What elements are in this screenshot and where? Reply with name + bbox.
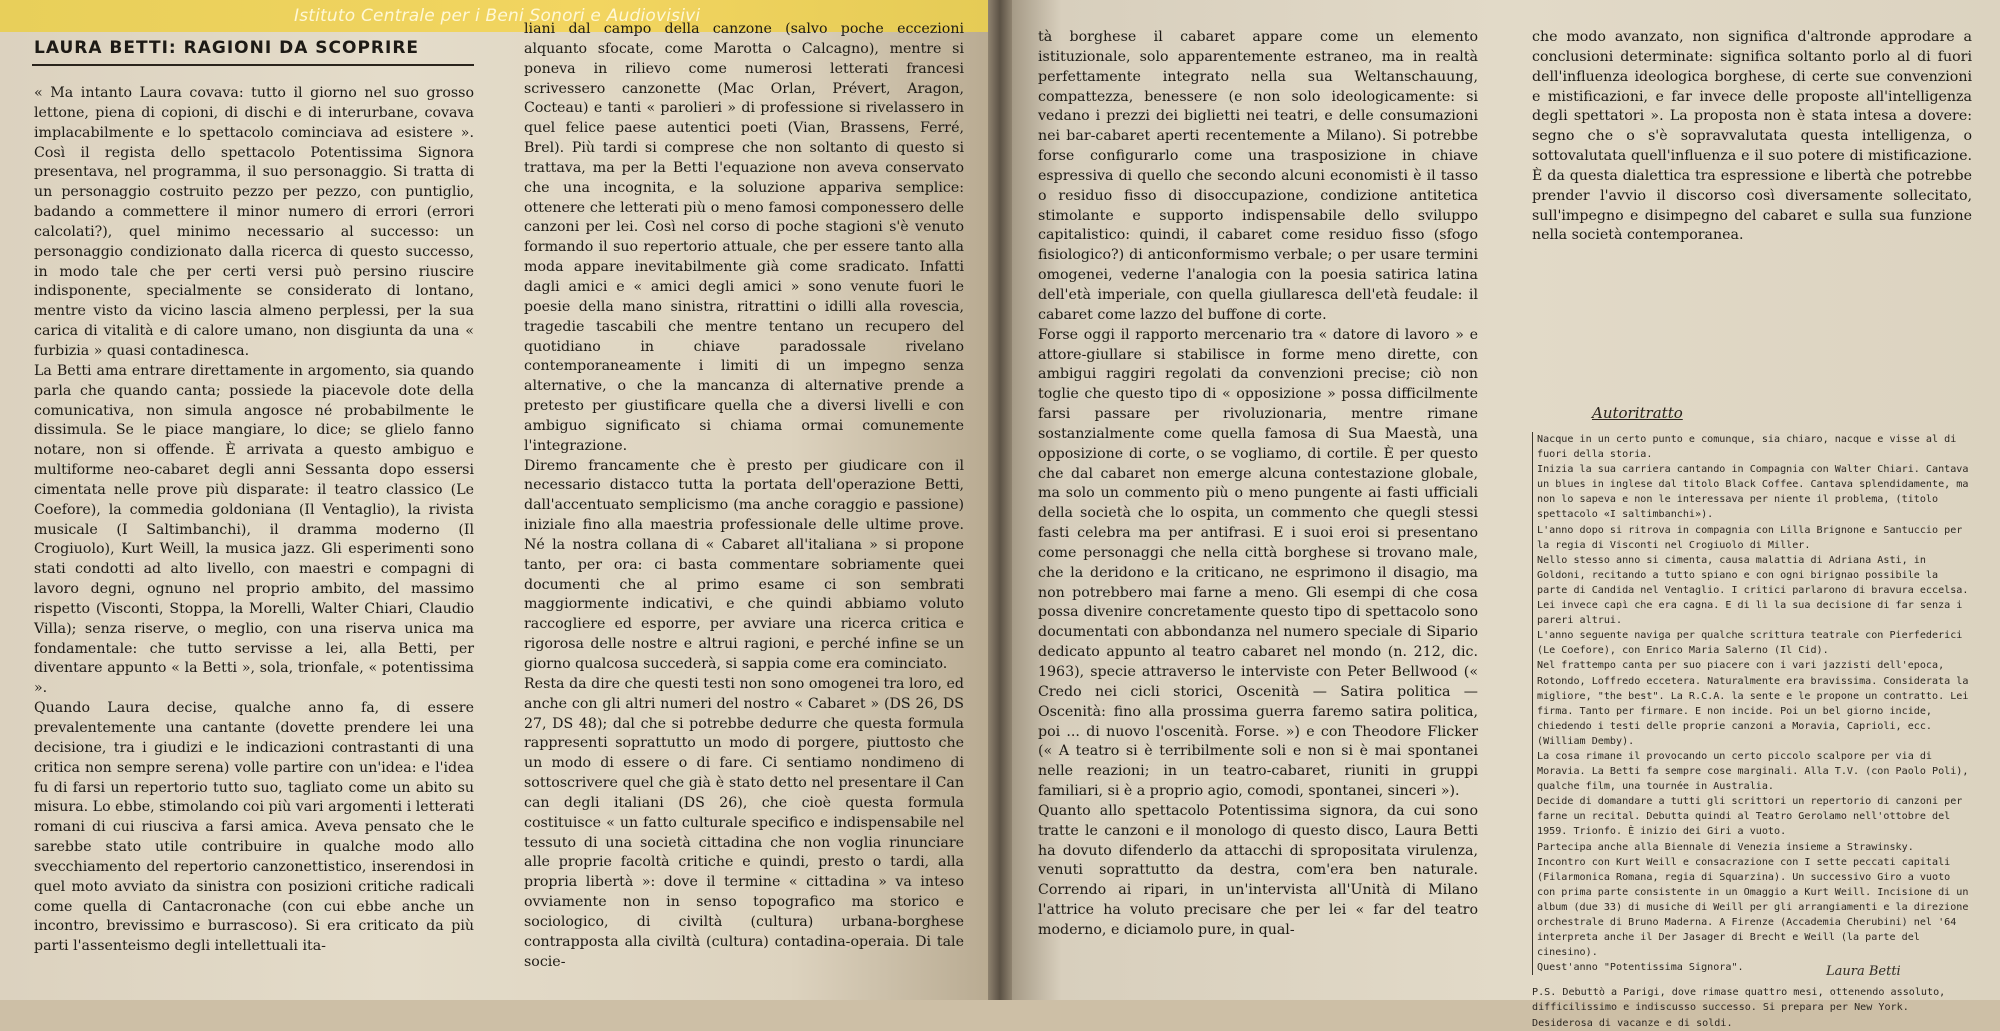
paragraph: Resta da dire che questi testi non sono omogenei tra loro, ed anche con gli altri numeri del nostro « Cabaret » (DS 26, DS 27, DS 48); dal che si potrebbe dedurre che questa formula rappresenti soprattutto un modo di porgere, piuttosto che un modo di essere o di fare. Ci sentiamo nondimeno di sottoscrivere quel che già è stato detto nel presentare il Can can degli italiani (DS 26), che cioè questa formula costituisce « un fatto culturale specifico e indispensabile nel tessuto di una società cittadina che non voglia rinunciare alle proprie facoltà critiche e quindi, presto o tardi, alla propria libertà »: dove il termine « cittadina » va inteso ovviamente non in senso topografico ma storico e sociologico, di civiltà (cultura) urbana-borghese contrapposta alla civiltà (cultura) contadina-operaia. Di tale socie- [524, 675, 964, 970]
paragraph: Diremo francamente che è presto per giudicare con il necessario distacco tutta la portata dell'operazione Betti, dall'accentuato semplicismo (ma anche coraggio e passione) iniziale fino alla maestria professionale delle ultime prove. Né la nostra collana di « Cabaret all'italiana » si propone tanto, per ora: ci basta commentare sobriamente quei documenti che al primo esame ci son sembrati maggiormente indicativi, e che quindi abbiamo voluto raccogliere ed esporre, per avviare una ricerca critica e rigorosa delle nostre e altrui ragioni, e perché infine se un giorno qualcosa succederà, si sappia come era cominciato. [524, 457, 964, 672]
typed-postscript: P.S. Debuttò a Parigi, dove rimase quattro mesi, ottenendo assoluto, difficilissimo e indiscusso successo. Si prepara per New York. Desiderosa di vacanze e di soldi. [1532, 987, 1946, 1029]
paragraph: Quando Laura decise, qualche anno fa, di essere prevalentemente una cantante (dovette prendere lei una decisione, tra i giudizi e le indicazioni contrastanti di una critica non sempre serena) volle partire con un'idea: e l'idea fu di farsi un repertorio tutto suo, tagliato come un abito su misura. Lo ebbe, stimolando coi più vari argomenti i letterati romani di cui riusciva a farsi amica. Aveva pensato che le sarebbe stato utile contribuire in qualche modo allo svecchiamento del repertorio canzonettistico, inserendosi in quel moto avviato da sinistra con posizioni critiche radicali come quella di Cantacronache (con cui ebbe anche un incontro, brevissimo e burrascoso). Si era criticato da più parti l'assenteismo degli intellettuali ita- [34, 700, 474, 955]
paragraph: tà borghese il cabaret appare come un elemento istituzionale, solo apparentemente estraneo, ma in realtà perfettamente integrato nella sua Weltanschauung, compattezza, benessere (e non solo ideologicamente: si vedano i prezzi dei biglietti nei teatri, e delle consumazioni nei bar-cabaret aperti recentemente a Milano). Si potrebbe forse configurarlo come una trasposizione in chiave espressiva di quello che secondo alcuni economisti è il tasso o residuo fisso di disoccupazione, condizione antitetica stimolante e supporto indispensabile dello sviluppo capitalistico: quindi, il cabaret come residuo fisso (sfogo fisiologico?) di anticonformismo verbale; o per usare termini omogenei, vederne l'analogia con la poesia satirica latina dell'età imperiale, con quella giullaresca dell'età feudale: il cabaret come lazzo del buffone di corte. [1038, 29, 1478, 323]
article-heading: LAURA BETTI: RAGIONI DA SCOPRIRE [34, 38, 420, 58]
typed-paragraph: Partecipa anche alla Biennale di Venezia insieme a Strawinsky. [1532, 840, 1972, 855]
typed-paragraph: Nel frattempo canta per suo piacere con i vari jazzisti dell'epoca, Rotondo, Loffredo eccetera. Naturalmente era bravissima. Considerata la migliore, "the best". La R.C.A. la sente e le propone un contratto. Lei firma. Tanto per firmare. E non incide. Poi un bel giorno incide, chiedendo i testi delle proprie canzoni a Moravia, Caprioli, ecc. (William Demby). [1532, 658, 1972, 749]
typed-paragraph: Inizia la sua carriera cantando in Compagnia con Walter Chiari. Cantava un blues in inglese dal titolo Black Coffee. Cantava splendidamente, ma non lo sapeva e non le interessava per niente il problema, (titolo spettacolo «I saltimbanchi»). [1532, 462, 1972, 522]
typed-paragraph: Quest'anno "Potentissima Signora". [1532, 960, 1972, 975]
paragraph: liani dal campo della canzone (salvo poche eccezioni alquanto sfocate, come Marotta o Calcagno), mentre si poneva in rilievo come numerosi letterati francesi scrivessero canzonette (Mac Orlan, Prévert, Aragon, Cocteau) e tanti « parolieri » di professione si rivelassero in quel felice paese autentici poeti (Vian, Brassens, Ferré, Brel). Più tardi si comprese che non soltanto di questo si trattava, ma per la Betti l'equazione non aveva conservato che una incognita, e la soluzione appariva semplice: ottenere che letterati più o meno famosi componessero delle canzoni per lei. Così nel corso di poche stagioni s'è venuto formando il suo repertorio attuale, che per essere tanto alla moda appare inevitabilmente già come sradicato. Infatti dagli amici e « amici degli amici » sono venute fuori le poesie della mano sinistra, ritrattini o idilli alla rovescia, tragedie tascabili che mentre tentano un recupero del quotidiano in chiave paradossale rivelano contemporaneamente i limiti di un impegno senza alternative, o che la mancanza di alternative prende a pretesto per giustificare quella che a diversi livelli e con ambiguo significato si chiama ormai comunemente l'integrazione. [524, 21, 964, 454]
typed-paragraph: Nello stesso anno si cimenta, causa malattia di Adriana Asti, in Goldoni, recitando a tutto spiano e con ogni birignao possibile la parte di Candida nel Ventaglio. I critici parlarono di bravura eccelsa. Lei invece capì che era cagna. E di lì la sua decisione di far senza i pareri altrui. [1532, 553, 1972, 628]
paragraph: La Betti ama entrare direttamente in argomento, sia quando parla che quando canta; possiede la piacevole dote della comunicativa, non simula angosce né probabilmente le dissimula. Se le piace mangiare, lo dice; se glielo fanno notare, non si offende. È arrivata a questo ambiguo e multiforme neo-cabaret degli anni Sessanta dopo essersi cimentata nelle prove più disparate: il teatro classico (Le Coefore), la commedia goldoniana (Il Ventaglio), la rivista musicale (I Saltimbanchi), il dramma moderno (Il Crogiuolo), Kurt Weill, la musica jazz. Gli esperimenti sono stati condotti ad alto livello, con maestri e compagni di lavoro degni, ognuno nel proprio ambito, del massimo rispetto (Visconti, Stoppa, la Morelli, Walter Chiari, Claudio Villa); senza riserve, o meglio, con una riserva unica ma fondamentale: che tutto servisse a lei, alla Betti, per diventare appunto « la Betti », sola, trionfale, « potentissima ». [34, 362, 474, 697]
typed-paragraph: La cosa rimane il provocando un certo piccolo scalpore per via di Moravia. La Betti fa sempre cose marginali. Alla T.V. (con Paolo Poli), qualche film, una tournée in Australia. [1532, 749, 1972, 794]
column-4 [1532, 28, 1972, 246]
heading-rule [32, 64, 474, 66]
column-1 [34, 84, 474, 957]
watermark-text: Istituto Centrale per i Beni Sonori e Audiovisivi [294, 6, 701, 26]
typed-paragraph: L'anno dopo si ritrova in compagnia con Lilla Brignone e Santuccio per la regia di Visconti nel Crogiuolo di Miller. [1532, 523, 1972, 553]
typed-sheet-title: Autoritratto [1592, 404, 1683, 422]
typed-paragraph: Incontro con Kurt Weill e consacrazione con I sette peccati capitali (Filarmonica Romana, regia di Squarzina). Un successivo Giro a vuoto con prima parte consistente in un Omaggio a Kurt Weill. Incisione di un album (due 33) di musiche di Weill per gli arrangiamenti e la direzione orchestrale di Bruno Maderna. A Firenze (Accademia Cherubini) nel '64 interpreta anche il Der Jasager di Brecht e Weill (la parte del cinesino). [1532, 855, 1972, 961]
typed-paragraph: Decide di domandare a tutti gli scrittori un repertorio di canzoni per farne un recital. Debutta quindi al Teatro Gerolamo nell'ottobre del 1959. Trionfo. È inizio dei Giri a vuoto. [1532, 794, 1972, 839]
column-3 [1038, 28, 1478, 941]
typed-paragraph: Nacque in un certo punto e comunque, sia chiaro, nacque e visse al di fuori della storia. [1532, 432, 1972, 462]
paragraph: che modo avanzato, non significa d'altronde approdare a conclusioni determinate: significa soltanto porlo al di fuori dell'influenza ideologica borghese, di certe sue convenzioni e mistificazioni, e far invece delle proposte all'intelligenza degli spettatori ». La proposta non è stata intesa a dovere: segno che o s'è sopravvalutata questa intelligenza, o sottovalutata quell'influenza e il suo potere di mistificazione. È da questa dialettica tra espressione e libertà che potrebbe prender l'avvio il discorso così diversamente sollecitato, sull'impegno e disimpegno del cabaret e sulla sua funzione nella società contemporanea. [1532, 29, 1972, 244]
column-2 [524, 20, 964, 973]
typed-autobiography [1532, 432, 1972, 1031]
typed-paragraph: L'anno seguente naviga per qualche scrittura teatrale con Pierfederici (Le Coefore), con Enrico Maria Salerno (Il Cid). [1532, 628, 1972, 658]
paragraph: Forse oggi il rapporto mercenario tra « datore di lavoro » e attore-giullare si stabilisce in forme meno dirette, con ambigui raggiri regolati da convenzioni precise; ciò non toglie che questo tipo di « opposizione » possa difficilmente farsi passare per rivoluzionaria, mentre rimane sostanzialmente come quella famosa di Sua Maestà, una opposizione di corte, o se vogliamo, di cortile. È per questo che dal cabaret non emerge alcuna contestazione globale, ma solo un commento più o meno pungente ai fasti ufficiali della società che lo ospita, un commento che quegli stessi fasti celebra ma per antifrasi. E i suoi eroi si presentano come personaggi che nella città borghese si trovano male, che la deridono e la criticano, ne esprimono il disagio, ma non potrebbero mai farne a meno. Gli esempi di che cosa possa divenire concretamente questo tipo di spettacolo sono documentati con abbondanza nel numero speciale di Sipario dedicato appunto al teatro cabaret nel mondo (n. 212, dic. 1963), specie attraverso le interviste con Peter Bellwood (« Credo nei cicli storici, Oscenità — Satira politica — Oscenità: fino alla prossima guerra faremo satira politica, poi ... di nuovo l'oscenità. Forse. ») e con Theodore Flicker (« A teatro si è terribilmente soli e non si è mai spontanei nelle reazioni; in un teatro-cabaret, riuniti in gruppi familiari, si è a proprio agio, comodi, spontanei, sinceri »). [1038, 326, 1478, 800]
left-page [0, 0, 988, 1000]
paragraph: Quanto allo spettacolo Potentissima signora, da cui sono tratte le canzoni e il monologo di questo disco, Laura Betti ha dovuto difenderlo da attacchi di spropositata virulenza, venuti soprattutto da destra, com'era ben naturale. Correndo ai ripari, in un'intervista all'Unità di Milano l'attrice ha voluto precisare che per lei « far del teatro moderno, e diciamolo pure, in qual- [1038, 802, 1478, 938]
book-spine [988, 0, 1012, 1000]
paragraph: « Ma intanto Laura covava: tutto il giorno nel suo grosso lettone, piena di copioni, di dischi e di interurbane, covava implacabilmente e lo spettacolo cominciava ad esistere ». Così il regista dello spettacolo Potentissima Signora presentava, nel programma, il suo personaggio. Si tratta di un personaggio costruito pezzo per pezzo, con puntiglio, badando a commettere il minor numero di errori (errori calcolati?), quel minimo necessario al successo: un personaggio condizionato dalla ricerca di questo successo, in modo tale che per certi versi può persino riuscire indisponente, specialmente se considerato di lontano, mentre visto da vicino lascia almeno perplessi, per la sua carica di vitalità e di calore umano, non disgiunta da una « furbizia » quasi contadinesca. [34, 85, 474, 359]
handwritten-signature: Laura Betti [1826, 964, 1901, 979]
